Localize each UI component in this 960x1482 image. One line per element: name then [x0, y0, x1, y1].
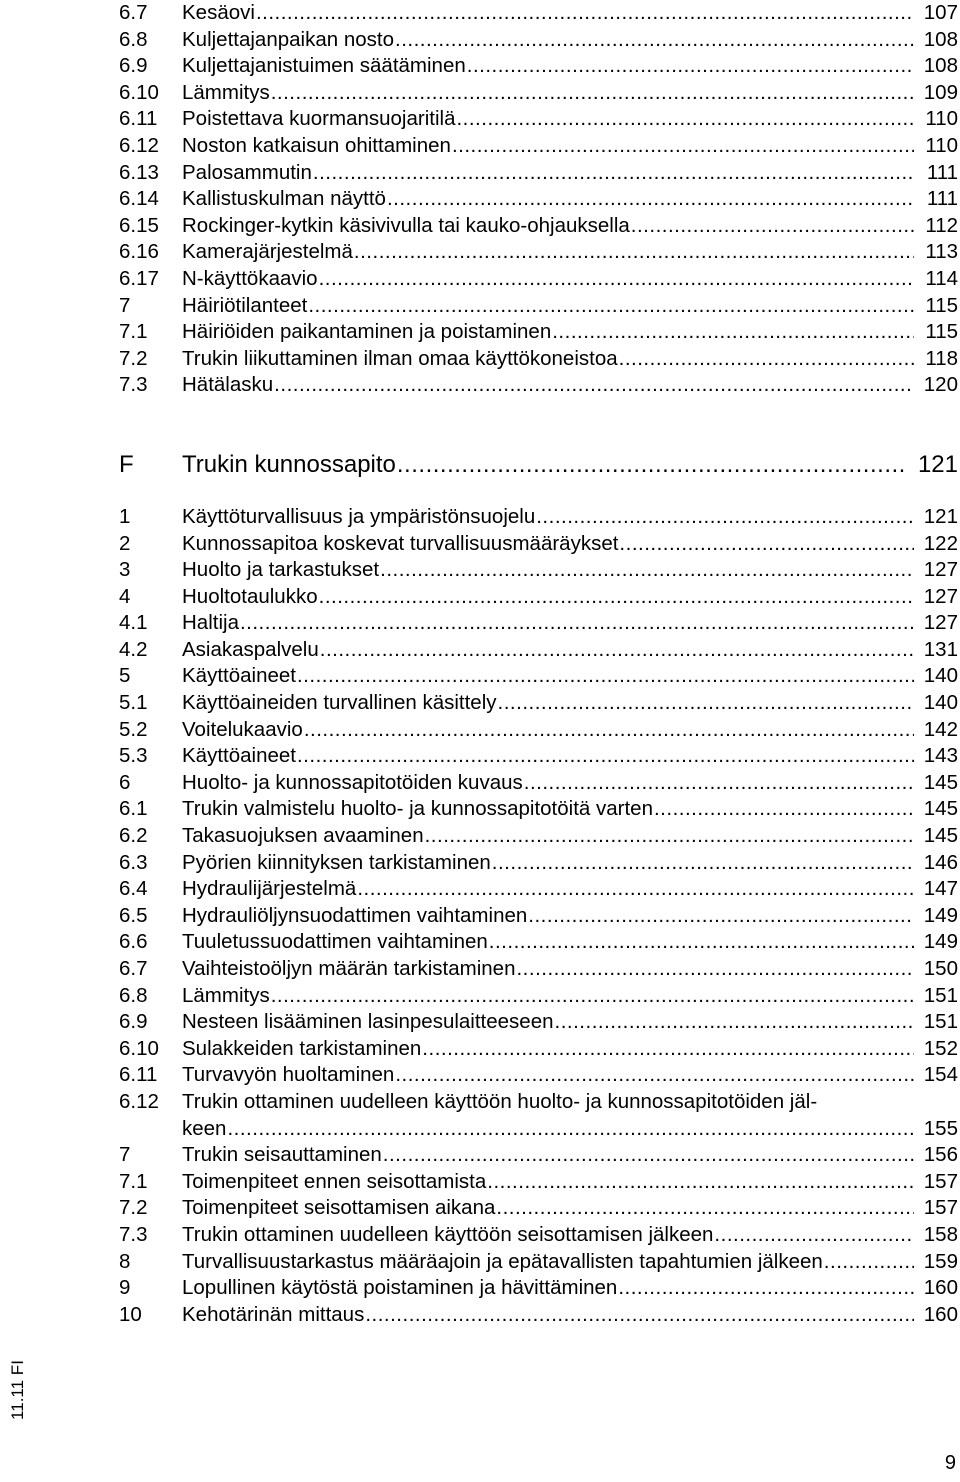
toc-leader-dots	[256, 0, 914, 27]
toc-entry[interactable]	[119, 903, 958, 930]
toc-page-number: 120	[923, 373, 958, 397]
toc-gap	[119, 480, 958, 504]
toc-entry-number: 6.12	[119, 1089, 159, 1113]
toc-page-number: 151	[923, 1010, 958, 1034]
toc-leader-dots	[524, 770, 914, 797]
toc-entry-number: 6.17	[119, 266, 159, 290]
toc-page-number: 111	[926, 187, 958, 211]
toc-entry[interactable]	[119, 186, 958, 213]
toc-entry-title: Lämmitys	[182, 983, 271, 1010]
toc-page-number: 145	[923, 824, 958, 848]
toc-entry[interactable]	[119, 1302, 958, 1329]
toc-entry-title: Kunnossapitoa koskevat turvallisuusmääräykset	[182, 531, 619, 558]
toc-entry[interactable]	[119, 690, 958, 717]
toc-page-number: 150	[923, 957, 958, 980]
toc-entry[interactable]	[119, 372, 958, 399]
toc-leader-dots	[271, 983, 914, 1010]
toc-entry-title: Trukin seisauttaminen	[182, 1142, 383, 1169]
toc-section-title: Trukin kunnossapito	[182, 450, 396, 478]
toc-entry-number: 6.8	[119, 983, 148, 1007]
toc-entry[interactable]	[119, 1036, 958, 1063]
toc-leader-dots	[274, 372, 914, 399]
toc-entry-title: Noston katkaisun ohittaminen	[182, 133, 452, 160]
toc-page-number: 118	[925, 346, 958, 370]
toc-page-number: 110	[925, 133, 958, 157]
toc-entry-number: 6.5	[119, 903, 148, 927]
toc-leader-dots	[536, 504, 914, 531]
toc-entry[interactable]	[119, 717, 958, 744]
toc-leader-dots	[467, 53, 914, 80]
toc-page-number: 157	[923, 1169, 958, 1193]
toc-entry-title: Kesäovi	[182, 0, 256, 27]
toc-page-number: 108	[923, 27, 958, 51]
toc-entry-number: 5	[119, 664, 131, 688]
toc-entry[interactable]	[119, 1222, 958, 1249]
toc-page-number: 110	[925, 107, 958, 131]
toc-entry-number: 6	[119, 770, 131, 794]
toc-page-number: 127	[923, 558, 958, 582]
toc-section-part2	[119, 504, 958, 1328]
toc-entry-number: 5.1	[119, 691, 148, 715]
toc-entry-title: Lämmitys	[182, 80, 271, 107]
toc-entry-number: 6.4	[119, 877, 148, 901]
toc-leader-dots	[487, 1169, 914, 1196]
toc-entry[interactable]	[119, 929, 958, 956]
toc-entry-number: 7	[119, 293, 131, 317]
toc-leader-dots	[380, 557, 914, 584]
toc-entry[interactable]	[119, 584, 958, 611]
toc-leader-dots	[227, 1116, 914, 1143]
toc-entry-title: Häiriötilanteet	[182, 293, 308, 320]
toc-page-number: 122	[923, 531, 958, 555]
toc-entry-number: 6.16	[119, 240, 159, 264]
toc-entry[interactable]	[119, 239, 958, 266]
toc-entry-title-line1: Trukin ottaminen uudelleen käyttöön huolto- ja kunnossapitotöiden jäl-	[182, 1089, 818, 1113]
toc-entry[interactable]	[119, 133, 958, 160]
toc-page-number: 145	[923, 797, 958, 821]
page-number: 9	[944, 1452, 956, 1474]
toc-section-heading[interactable]	[119, 450, 958, 480]
toc-page-number: 121	[923, 504, 958, 528]
toc-entry-title: Sulakkeiden tarkistaminen	[182, 1036, 422, 1063]
toc-page-number: 108	[923, 54, 958, 78]
toc-page-number: 140	[923, 664, 958, 688]
toc-page-number: 157	[923, 1196, 958, 1220]
toc-entry-title: Lopullinen käytöstä poistaminen ja hävittäminen	[182, 1275, 618, 1302]
toc-leader-dots	[271, 80, 914, 107]
toc-page-number: 115	[925, 320, 958, 344]
toc-entry[interactable]	[119, 1169, 958, 1196]
toc-leader-dots	[425, 823, 914, 850]
toc-page-number: 147	[923, 877, 958, 901]
toc-leader-dots	[452, 133, 914, 160]
toc-entry[interactable]	[119, 663, 958, 690]
toc-entry-number: 6.1	[119, 797, 148, 821]
toc-entry-title: Poistettava kuormansuojaritilä	[182, 106, 456, 133]
toc-entry-number: 7.1	[119, 320, 148, 344]
toc-page-number: 140	[923, 691, 958, 715]
toc-entry[interactable]	[119, 213, 958, 240]
toc-leader-dots	[555, 1009, 914, 1036]
toc-entry-number: 6.2	[119, 824, 148, 848]
toc-page-number: 149	[923, 930, 958, 954]
toc-entry[interactable]	[119, 1195, 958, 1222]
toc-entry-title: Kallistuskulman näyttö	[182, 186, 387, 213]
toc-entry[interactable]	[119, 876, 958, 903]
toc-leader-dots	[354, 239, 914, 266]
toc-entry[interactable]	[119, 160, 958, 187]
toc-entry-title: N-käyttökaavio	[182, 266, 319, 293]
toc-leader-dots	[618, 1275, 914, 1302]
toc-leader-dots	[304, 717, 914, 744]
toc-entry-title: Trukin ottaminen uudelleen käyttöön seisottamisen jälkeen	[182, 1222, 714, 1249]
toc-leader-dots	[383, 1142, 914, 1169]
toc-entry-number: 6.7	[119, 957, 148, 980]
toc-entry[interactable]	[119, 1009, 958, 1036]
toc-entry[interactable]	[119, 983, 958, 1010]
toc-entry[interactable]	[119, 346, 958, 373]
toc-leader-dots	[297, 743, 914, 770]
toc-page-number: 160	[923, 1276, 958, 1300]
toc-page-number: 160	[923, 1302, 958, 1326]
toc-entry[interactable]	[119, 266, 958, 293]
toc-entry-title: Huolto ja tarkastukset	[182, 557, 380, 584]
toc-entry[interactable]	[119, 1062, 958, 1089]
toc-entry-number: 5.2	[119, 717, 148, 741]
toc-leader-dots	[824, 1249, 914, 1276]
toc-leader-dots	[498, 690, 914, 717]
toc-entry-number: 8	[119, 1249, 131, 1273]
toc-leader-dots	[654, 796, 914, 823]
toc-page-number: 152	[923, 1036, 958, 1060]
toc-leader-dots	[552, 319, 914, 346]
toc-entry-number: 9	[119, 1276, 131, 1300]
toc-entry-title: Toimenpiteet ennen seisottamista	[182, 1169, 487, 1196]
toc-entry-number: 6.3	[119, 850, 148, 874]
toc-entry-number: 2	[119, 531, 131, 555]
toc-entry[interactable]	[119, 1089, 958, 1142]
toc-entry-title: Tuuletussuodattimen vaihtaminen	[182, 929, 489, 956]
toc-entry-number: 4.2	[119, 637, 148, 661]
toc-leader-dots	[489, 929, 914, 956]
toc-leader-dots	[395, 1062, 914, 1089]
toc-entry-title: Trukin valmistelu huolto- ja kunnossapitotöitä varten	[182, 796, 654, 823]
toc-page-number: 127	[923, 611, 958, 635]
toc-entry-title: Kuljettajanpaikan nosto	[182, 27, 395, 54]
toc-page-number: 142	[923, 717, 958, 741]
toc-entry-title: Haltija	[182, 610, 240, 637]
toc-entry[interactable]	[119, 531, 958, 558]
toc-entry-title: Hydraulijärjestelmä	[182, 876, 357, 903]
toc-entry-title: Nesteen lisääminen lasinpesulaitteeseen	[182, 1009, 555, 1036]
toc-section-letter: F	[119, 450, 134, 478]
toc-page-number: 115	[925, 293, 958, 317]
toc-entry-number: 6.14	[119, 187, 159, 211]
toc-entry-title: Käyttöturvallisuus ja ympäristönsuojelu	[182, 504, 536, 531]
toc-entry-number: 6.9	[119, 1010, 148, 1034]
toc-entry[interactable]	[119, 293, 958, 320]
toc-leader-dots	[320, 637, 914, 664]
toc-entry[interactable]	[119, 319, 958, 346]
toc-leader-dots	[397, 450, 908, 480]
toc-entry-title: Asiakaspalvelu	[182, 637, 320, 664]
toc-leader-dots	[528, 903, 914, 930]
edition-stamp: 11.11 FI	[8, 1360, 27, 1420]
toc-leader-dots	[619, 346, 914, 373]
toc-entry-number: 6.10	[119, 1036, 159, 1060]
toc-entry-number: 6.8	[119, 27, 148, 51]
toc-entry-number: 10	[119, 1302, 142, 1326]
toc-page-number: 107	[923, 1, 958, 24]
toc-page-number: 111	[926, 160, 958, 184]
toc-page-number: 154	[923, 1063, 958, 1087]
toc-leader-dots	[365, 1302, 914, 1329]
toc-page-number: 113	[925, 240, 958, 264]
toc-entry-number: 7	[119, 1143, 131, 1167]
toc-leader-dots	[319, 266, 914, 293]
toc-entry-number: 6.9	[119, 54, 148, 78]
toc-entry[interactable]	[119, 610, 958, 637]
toc-entry-number: 1	[119, 504, 131, 528]
toc-entry-title: Rockinger-kytkin käsivivulla tai kauko-ohjauksella	[182, 213, 631, 240]
toc-entry-number: 7.2	[119, 346, 148, 370]
toc-leader-dots	[456, 106, 914, 133]
toc-section-part1	[119, 0, 958, 399]
toc-leader-dots	[714, 1222, 914, 1249]
toc-page-number: 127	[923, 584, 958, 608]
toc-page-number: 145	[923, 770, 958, 794]
toc-entry-title: Hydrauliöljynsuodattimen vaihtaminen	[182, 903, 528, 930]
toc-entry[interactable]	[119, 27, 958, 54]
toc-entry-number: 7.2	[119, 1196, 148, 1220]
toc-leader-dots	[357, 876, 914, 903]
toc-entry-number: 3	[119, 558, 131, 582]
toc-leader-dots	[516, 956, 914, 983]
toc-entry[interactable]	[119, 106, 958, 133]
toc-entry-title: Hätälasku	[182, 372, 274, 399]
table-of-contents	[119, 0, 958, 1328]
toc-leader-dots	[387, 186, 914, 213]
toc-entry-title: Voitelukaavio	[182, 717, 304, 744]
toc-leader-dots	[619, 531, 914, 558]
toc-entry-number: 7.3	[119, 373, 148, 397]
toc-page-number: 146	[923, 850, 958, 874]
toc-entry-title: Käyttöaineet	[182, 743, 297, 770]
toc-entry-number: 6.12	[119, 133, 159, 157]
toc-entry-title: Toimenpiteet seisottamisen aikana	[182, 1195, 496, 1222]
toc-page-number: 109	[923, 80, 958, 104]
toc-entry-title: Vaihteistoöljyn määrän tarkistaminen	[182, 956, 516, 983]
toc-entry[interactable]	[119, 850, 958, 877]
toc-entry-number: 4.1	[119, 611, 148, 635]
toc-page-number: 114	[925, 266, 958, 290]
toc-entry[interactable]	[119, 770, 958, 797]
toc-leader-dots	[308, 293, 914, 320]
toc-leader-dots	[395, 27, 914, 54]
toc-entry-number: 6.11	[119, 107, 158, 131]
toc-entry-title: Häiriöiden paikantaminen ja poistaminen	[182, 319, 552, 346]
toc-entry[interactable]	[119, 1275, 958, 1302]
toc-entry[interactable]	[119, 1249, 958, 1276]
toc-entry-number: 6.11	[119, 1063, 158, 1087]
toc-leader-dots	[240, 610, 914, 637]
toc-page-number: 112	[925, 213, 958, 237]
toc-entry[interactable]	[119, 637, 958, 664]
toc-entry[interactable]	[119, 53, 958, 80]
toc-entry[interactable]	[119, 1142, 958, 1169]
toc-leader-dots	[496, 1195, 914, 1222]
toc-entry-title: Huoltotaulukko	[182, 584, 319, 611]
toc-entry-title: Palosammutin	[182, 160, 313, 187]
toc-leader-dots	[422, 1036, 914, 1063]
toc-entry-title: Käyttöaineiden turvallinen käsittely	[182, 690, 498, 717]
toc-entry-title: Trukin liikuttaminen ilman omaa käyttökoneistoa	[182, 346, 619, 373]
toc-page-number: 149	[923, 903, 958, 927]
toc-leader-dots	[631, 213, 914, 240]
toc-entry-number: 5.3	[119, 744, 148, 768]
toc-leader-dots	[492, 850, 914, 877]
toc-entry-title: Pyörien kiinnityksen tarkistaminen	[182, 850, 492, 877]
toc-entry[interactable]	[119, 0, 958, 27]
toc-page-number: 158	[923, 1222, 958, 1246]
toc-leader-dots	[297, 663, 914, 690]
toc-entry-title: keen	[182, 1116, 227, 1143]
toc-page-number: 151	[923, 983, 958, 1007]
toc-entry-number: 6.15	[119, 213, 159, 237]
toc-entry-title: Huolto- ja kunnossapitotöiden kuvaus	[182, 770, 524, 797]
toc-page-number: 143	[923, 744, 958, 768]
toc-leader-dots	[313, 160, 914, 187]
toc-entry-number: 6.7	[119, 1, 148, 24]
toc-entry[interactable]	[119, 504, 958, 531]
toc-entry-title: Kamerajärjestelmä	[182, 239, 354, 266]
toc-page-number: 131	[923, 637, 958, 661]
toc-entry-title: Turvavyön huoltaminen	[182, 1062, 395, 1089]
toc-page-number: 155	[923, 1116, 958, 1140]
toc-entry[interactable]	[119, 956, 958, 983]
toc-entry[interactable]	[119, 823, 958, 850]
toc-entry-title: Kuljettajanistuimen säätäminen	[182, 53, 467, 80]
toc-entry[interactable]	[119, 743, 958, 770]
toc-entry[interactable]	[119, 557, 958, 584]
toc-entry-number: 6.6	[119, 930, 148, 954]
toc-entry-number: 7.1	[119, 1169, 148, 1193]
toc-entry-title: Turvallisuustarkastus määräajoin ja epätavallisten tapahtumien jälkeen	[182, 1249, 824, 1276]
toc-entry-number: 6.10	[119, 80, 159, 104]
toc-entry-number: 4	[119, 584, 131, 608]
toc-page-number: 121	[917, 450, 958, 478]
toc-entry-title: Kehotärinän mittaus	[182, 1302, 365, 1329]
toc-entry-title: Takasuojuksen avaaminen	[182, 823, 425, 850]
toc-entry-number: 6.13	[119, 160, 159, 184]
toc-page-number: 156	[923, 1143, 958, 1167]
toc-leader-dots	[319, 584, 914, 611]
toc-page-number: 159	[923, 1249, 958, 1273]
toc-entry[interactable]	[119, 80, 958, 107]
toc-entry-title: Käyttöaineet	[182, 663, 297, 690]
toc-gap	[119, 399, 958, 450]
toc-entry[interactable]	[119, 796, 958, 823]
toc-entry-number: 7.3	[119, 1222, 148, 1246]
